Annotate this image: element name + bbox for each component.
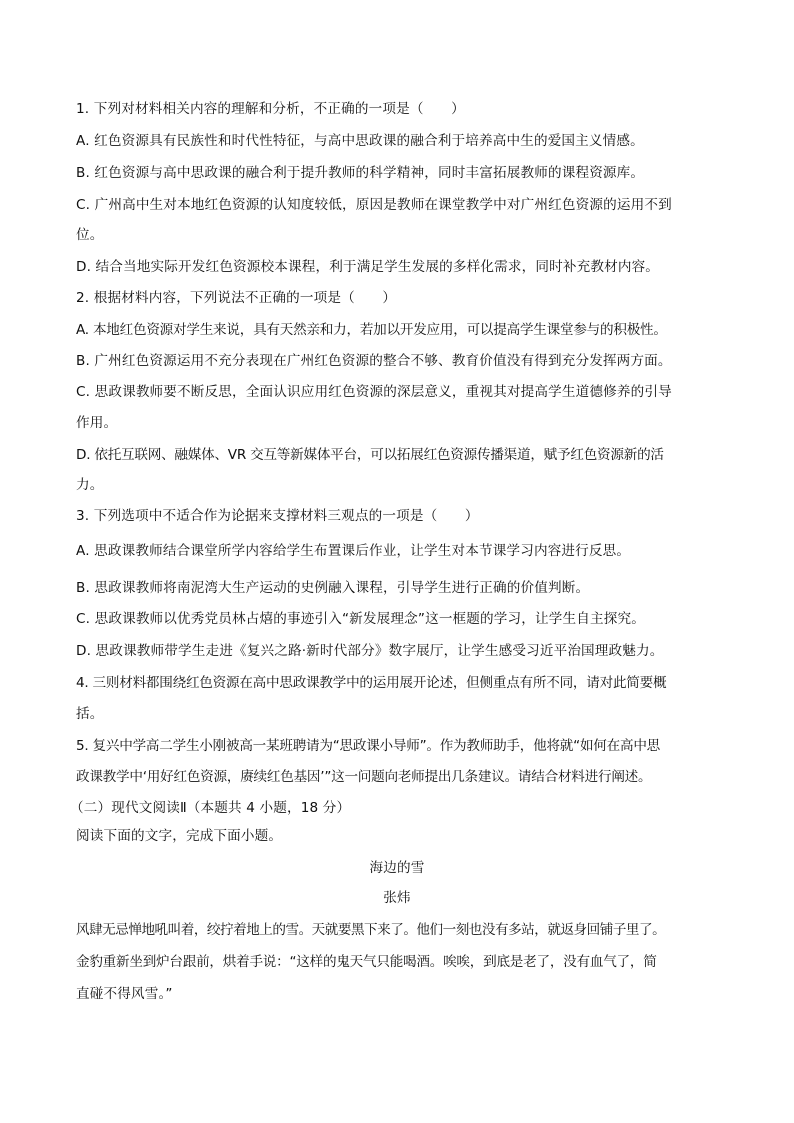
question-5-line-1: 5. 复兴中学高二学生小刚被高一某班聘请为“思政课小导师”。作为教师助手，他将就“如何在高中思 — [76, 738, 661, 754]
question-3-option-c: C. 思政课教师以优秀党员林占熺的事迹引入“新发展理念”这一框题的学习，让学生自主探究。 — [76, 611, 645, 627]
question-2-option-c: C. 思政课教师要不断反思，全面认识应用红色资源的深层意义，重视其对提高学生道德修养的引导 — [76, 384, 672, 400]
question-4-line-2: 括。 — [76, 706, 104, 722]
story-author: 张炜 — [383, 890, 411, 906]
section-heading: （二）现代文阅读Ⅱ（本题共 4 小题，18 分） — [70, 800, 351, 816]
question-1-option-c: C. 广州高中生对本地红色资源的认知度较低，原因是教师在课堂教学中对广州红色资源的运用不到 — [76, 197, 672, 213]
question-3-option-d: D. 思政课教师带学生走进《复兴之路·新时代部分》数字展厅，让学生感受习近平治国理政魅力。 — [76, 643, 664, 659]
question-2-option-c-cont: 作用。 — [76, 415, 118, 431]
question-3-option-a: A. 思政课教师结合课堂所学内容给学生布置课后作业，让学生对本节课学习内容进行反思。 — [76, 543, 631, 559]
story-paragraph-line-3: 直碰不得风雪。” — [76, 986, 173, 1002]
story-title: 海边的雪 — [369, 860, 425, 876]
question-1-option-a: A. 红色资源具有民族性和时代性特征，与高中思政课的融合利于培养高中生的爱国主义情感。 — [76, 133, 644, 149]
question-2-option-d: D. 依托互联网、融媒体、VR 交互等新媒体平台，可以拓展红色资源传播渠道，赋予红色资源新的活 — [76, 447, 664, 463]
story-paragraph-line-2: 金豹重新坐到炉台跟前，烘着手说：“这样的鬼天气只能喝酒。唉唉，到底是老了，没有血气了，简 — [76, 954, 657, 970]
question-3-stem: 3. 下列选项中不适合作为论据来支撑材料三观点的一项是（ ） — [76, 508, 479, 524]
question-2-stem: 2. 根据材料内容，下列说法不正确的一项是（ ） — [76, 290, 397, 306]
question-3-option-b: B. 思政课教师将南泥湾大生产运动的史例融入课程，引导学生进行正确的价值判断。 — [76, 580, 590, 596]
question-2-option-a: A. 本地红色资源对学生来说，具有天然亲和力，若加以开发应用，可以提高学生课堂参与的积极性。 — [76, 322, 667, 338]
section-instruction: 阅读下面的文字，完成下面小题。 — [76, 828, 283, 844]
question-5-line-2: 政课教学中‘用好红色资源，赓续红色基因’”这一问题向老师提出几条建议。请结合材料进行阐述。 — [76, 769, 652, 785]
question-2-option-b: B. 广州红色资源运用不充分表现在广州红色资源的整合不够、教育价值没有得到充分发挥两方面。 — [76, 353, 672, 369]
story-paragraph-line-1: 风肆无忌惮地吼叫着，绞拧着地上的雪。天就要黑下来了。他们一刻也没有多站，就返身回铺子里了。 — [76, 922, 666, 938]
question-2-option-d-cont: 力。 — [76, 477, 104, 493]
question-1-option-b: B. 红色资源与高中思政课的融合利于提升教师的科学精神，同时丰富拓展教师的课程资源库。 — [76, 165, 645, 181]
question-1-option-c-cont: 位。 — [76, 227, 104, 243]
question-1-option-d: D. 结合当地实际开发红色资源校本课程，利于满足学生发展的多样化需求，同时补充教材内容。 — [76, 259, 660, 275]
question-4-line-1: 4. 三则材料都围绕红色资源在高中思政课教学中的运用展开论述，但侧重点有所不同，请对此简要概 — [76, 675, 667, 691]
question-1-stem: 1. 下列对材料相关内容的理解和分析，不正确的一项是（ ） — [76, 101, 465, 117]
